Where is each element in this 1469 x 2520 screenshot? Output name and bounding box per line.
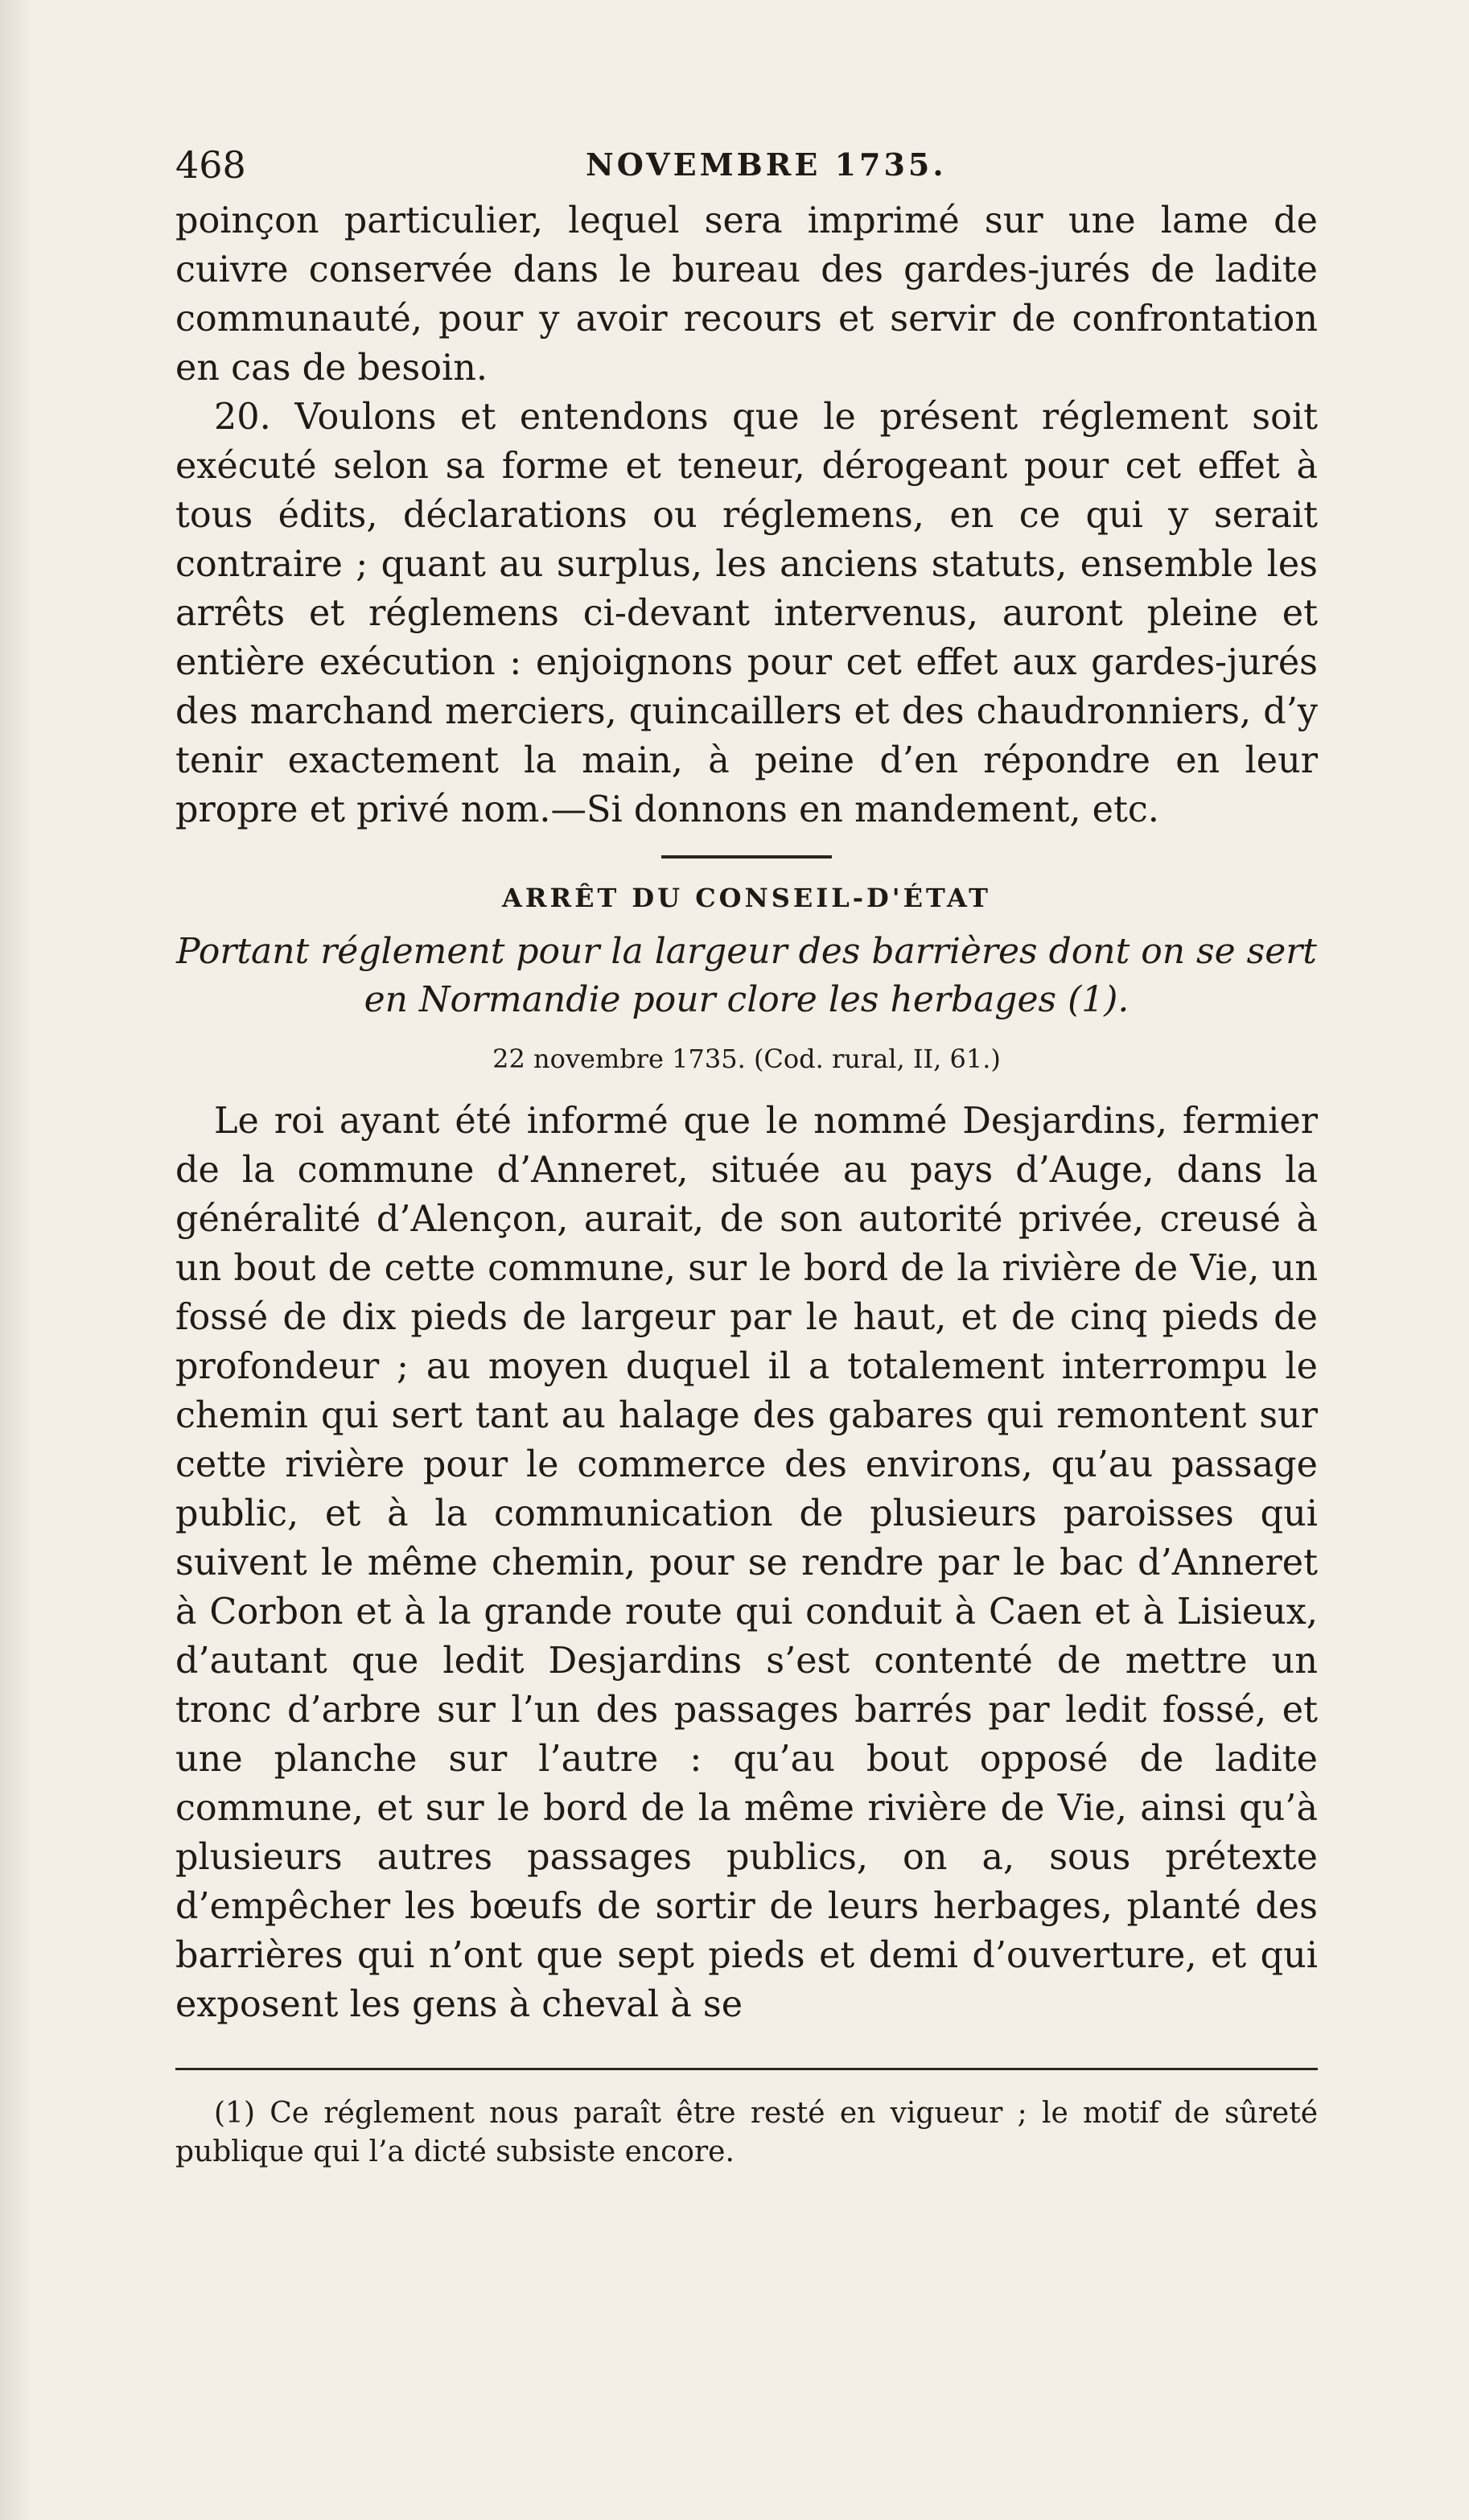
section-subtitle: Portant réglement pour la largeur des barrières dont on se sert en Normandie pour clore les herbages (1).: [176, 931, 1317, 1020]
section-divider: [661, 855, 832, 859]
running-head: [175, 143, 1318, 196]
page-number: 468: [175, 143, 246, 187]
book-page: [175, 143, 1318, 2201]
running-title: NOVEMBRE 1735.: [586, 146, 947, 183]
footnote-divider: [175, 2068, 1318, 2070]
article-20-paragraph: 20. Voulons et entendons que le présent réglement soit exécuté selon sa forme et teneur, dérogeant pour cet effet à tous édits, déclarations ou réglemens, en ce qui y serait contraire ; quant au surplus, les anciens statuts, ensemble les arrêts et réglemens ci-devant intervenus, auront pleine et entière exécution : enjoignons pour cet effet aux gardes-jurés des marchand merciers, quincaillers et des chaudronniers, d’y tenir exactement la main, à peine d’en répondre en leur propre et privé nom.—Si donnons en mandement, etc.: [175, 397, 1318, 830]
section-date-line: 22 novembre 1735. (Cod. rural, II, 61.): [492, 1044, 1001, 1074]
footnote: (1) Ce réglement nous paraît être resté en vigueur ; le motif de sûreté publique qui l’a dicté subsiste encore.: [175, 2097, 1318, 2168]
page-fold-shadow: [0, 0, 32, 2520]
article-20-continuation: poinçon particulier, lequel sera imprimé sur une lame de cuivre conservée dans le bureau des gardes-jurés de ladite communauté, pour y avoir recours et servir de confrontation en cas de besoin.: [175, 200, 1318, 389]
section-heading: ARRÊT DU CONSEIL-D'ÉTAT: [502, 883, 991, 913]
arret-body-paragraph: Le roi ayant été informé que le nommé Desjardins, fermier de la commune d’Anneret, située au pays d’Auge, dans la généralité d’Alençon, aurait, de son autorité privée, creusé à un bout de cette commune, sur le bord de la rivière de Vie, un fossé de dix pieds de largeur par le haut, et de cinq pieds de profondeur ; au moyen duquel il a totalement interrompu le chemin qui sert tant au halage des gabares qui remontent sur cette rivière pour le commerce des environs, qu’au passage public, et à la communication de plusieurs paroisses qui suivent le même chemin, pour se rendre par le bac d’Anneret à Corbon et à la grande route qui conduit à Caen et à Lisieux, d’autant que ledit Desjardins s’est contenté de mettre un tronc d’arbre sur l’un des passages barrés par ledit fossé, et une planche sur l’autre : qu’au bout opposé de ladite commune, et sur le bord de la même rivière de Vie, ainsi qu’à plusieurs autres passages publics, on a, sous prétexte d’empêcher les bœufs de sortir de leurs herbages, planté des barrières qui n’ont que sept pieds et demi d’ouverture, et qui exposent les gens à cheval à se: [175, 1101, 1318, 2025]
